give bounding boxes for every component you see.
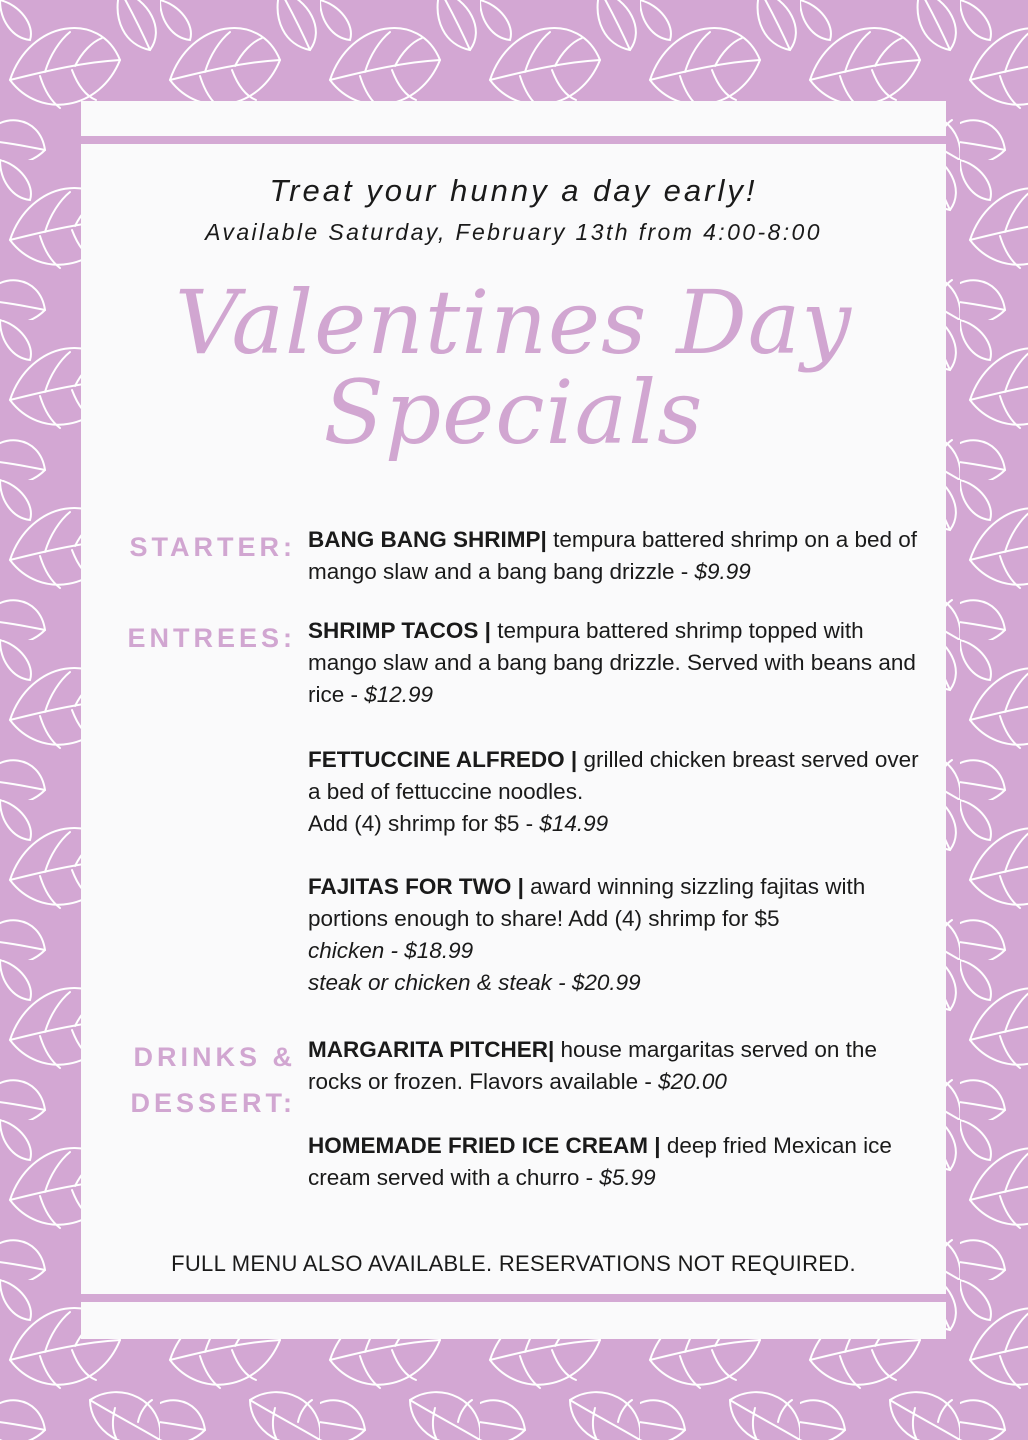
item-addon: Add (4) shrimp for $5 - <box>308 811 540 836</box>
section-starter: STARTER: <box>129 532 296 562</box>
title-line-2: Specials <box>323 361 704 464</box>
top-accent-band <box>81 136 946 144</box>
item-description: tempura battered shrimp on a bed of mango slaw and a bang bang drizzle - <box>308 527 918 584</box>
item-name: HOMEMADE FRIED ICE CREAM | <box>308 1133 661 1158</box>
item-bang-bang-shrimp <box>308 524 928 588</box>
menu-card <box>81 101 946 1339</box>
item-name: FETTUCCINE ALFREDO | <box>308 747 578 772</box>
section-drinks-dessert <box>101 1034 296 1126</box>
item-price: $5.99 <box>599 1165 656 1190</box>
title-line-1: Valentines Day <box>175 271 852 374</box>
item-description: award winning sizzling fajitas with portions enough to share! Add (4) shrimp for $5 <box>308 874 866 931</box>
bottom-accent-band <box>81 1294 946 1302</box>
item-name: BANG BANG SHRIMP| <box>308 527 547 552</box>
footer-note: FULL MENU ALSO AVAILABLE. RESERVATIONS NOT REQUIRED. <box>171 1251 856 1276</box>
item-name: SHRIMP TACOS | <box>308 618 491 643</box>
tagline: Treat your hunny a day early! <box>269 173 758 208</box>
section-dessert-line: DESSERT: <box>130 1088 296 1118</box>
item-price: $9.99 <box>694 559 751 584</box>
item-price: $20.00 <box>658 1069 727 1094</box>
item-description: tempura battered shrimp topped with mango slaw and a bang bang drizzle. Served with beans and rice - <box>308 618 916 707</box>
item-price: $12.99 <box>364 682 434 707</box>
item-fried-ice-cream <box>308 1130 928 1194</box>
item-option-chicken: chicken - $18.99 <box>308 938 474 963</box>
item-price: $14.99 <box>539 811 609 836</box>
section-entrees: ENTREES: <box>127 623 296 653</box>
item-description: deep fried Mexican ice cream served with a churro - <box>308 1133 892 1190</box>
item-fettuccine-alfredo <box>308 744 928 840</box>
item-description: house margaritas served on the rocks or frozen. Flavors available - <box>308 1037 877 1094</box>
item-shrimp-tacos <box>308 615 928 711</box>
item-description: grilled chicken breast served over a bed of fettuccine noodles. <box>308 747 919 804</box>
item-fajitas-for-two <box>308 871 928 999</box>
item-name: FAJITAS FOR TWO | <box>308 874 524 899</box>
section-drinks-line: DRINKS & <box>133 1042 296 1072</box>
item-margarita-pitcher <box>308 1034 928 1098</box>
item-option-steak: steak or chicken & steak - $20.99 <box>308 970 641 995</box>
availability-line: Available Saturday, February 13th from 4:00-8:00 <box>205 219 822 245</box>
item-name: MARGARITA PITCHER| <box>308 1037 555 1062</box>
